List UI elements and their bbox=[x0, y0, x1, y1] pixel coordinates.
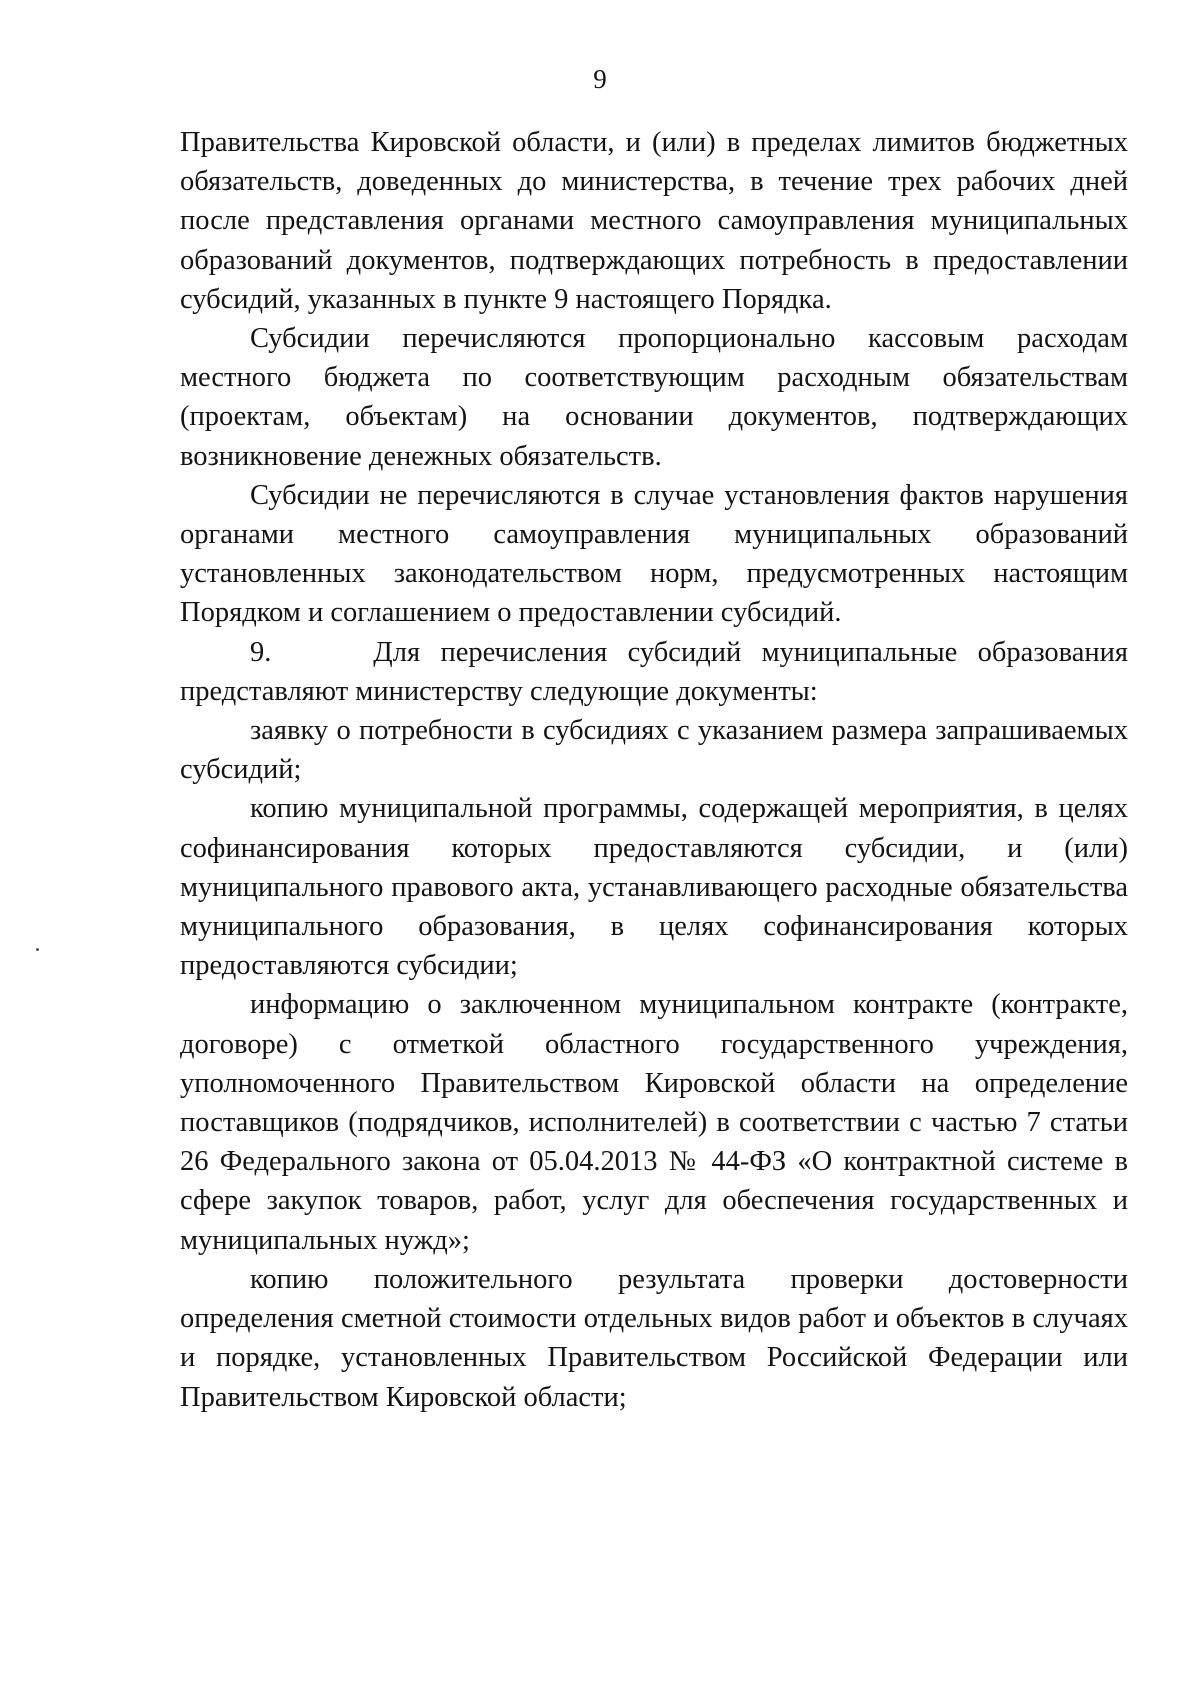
paragraph-continuation: Правительства Кировской области, и (или) в пределах лимитов бюджетных обязательств, доведенных до министерства, в течение трех рабочих дней после представления органами местного самоуправления муниципальных образований документов, подтверждающих потребность в предоставлении субсидий, указанных в пункте 9 настоящего Порядка. bbox=[180, 127, 1128, 315]
document-body bbox=[180, 123, 1128, 1417]
paragraph-contract-info: информацию о заключенном муниципальном контракте (контракте, договоре) с отметкой областного государственного учреждения, уполномоченного Правительством Кировской области на определение поставщиков (подрядчиков, исполнителей) в соответствии с частью 7 статьи 26 Федерального закона от 05.04.2013 № 44-ФЗ «О контрактной системе в сфере закупок товаров, работ, услуг для обеспечения государственных и муниципальных нужд»; bbox=[180, 989, 1128, 1256]
paragraph-estimate-check: копию положительного результата проверки достоверности определения сметной стоимости отдельных видов работ и объектов в случаях и порядке, установленных Правительством Российской Федерации или Правительством Кировской области; bbox=[180, 1263, 1128, 1413]
page-number: 9 bbox=[593, 64, 607, 94]
paragraph-application: заявку о потребности в субсидиях с указанием размера запрашиваемых субсидий; bbox=[180, 715, 1128, 786]
item-9-text: Для перечисления субсидий муниципальные образования представляют министерству следующие документы: bbox=[180, 636, 1129, 707]
scan-speck bbox=[36, 948, 39, 951]
paragraph-subsidies-not-transferred: Субсидии не перечисляются в случае установления фактов нарушения органами местного самоуправления муниципальных образований установленных законодательством норм, предусмотренных настоящим Порядком и соглашением о предоставлении субсидий. bbox=[180, 479, 1128, 629]
item-number: 9. bbox=[250, 636, 272, 668]
paragraph-subsidies-transfer: Субсидии перечисляются пропорционально кассовым расходам местного бюджета по соответствующим расходным обязательствам (проектам, объектам) на основании документов, подтверждающих возникновение денежных обязательств. bbox=[180, 323, 1128, 472]
paragraph-program-copy: копию муниципальной программы, содержащей мероприятия, в целях софинансирования которых предоставляются субсидии, и (или) муниципального правового акта, устанавливающего расходные обязательства муниципального образования, в целях софинансирования которых предоставляются субсидии; bbox=[180, 793, 1128, 982]
paragraph-item-9 bbox=[180, 633, 1128, 711]
